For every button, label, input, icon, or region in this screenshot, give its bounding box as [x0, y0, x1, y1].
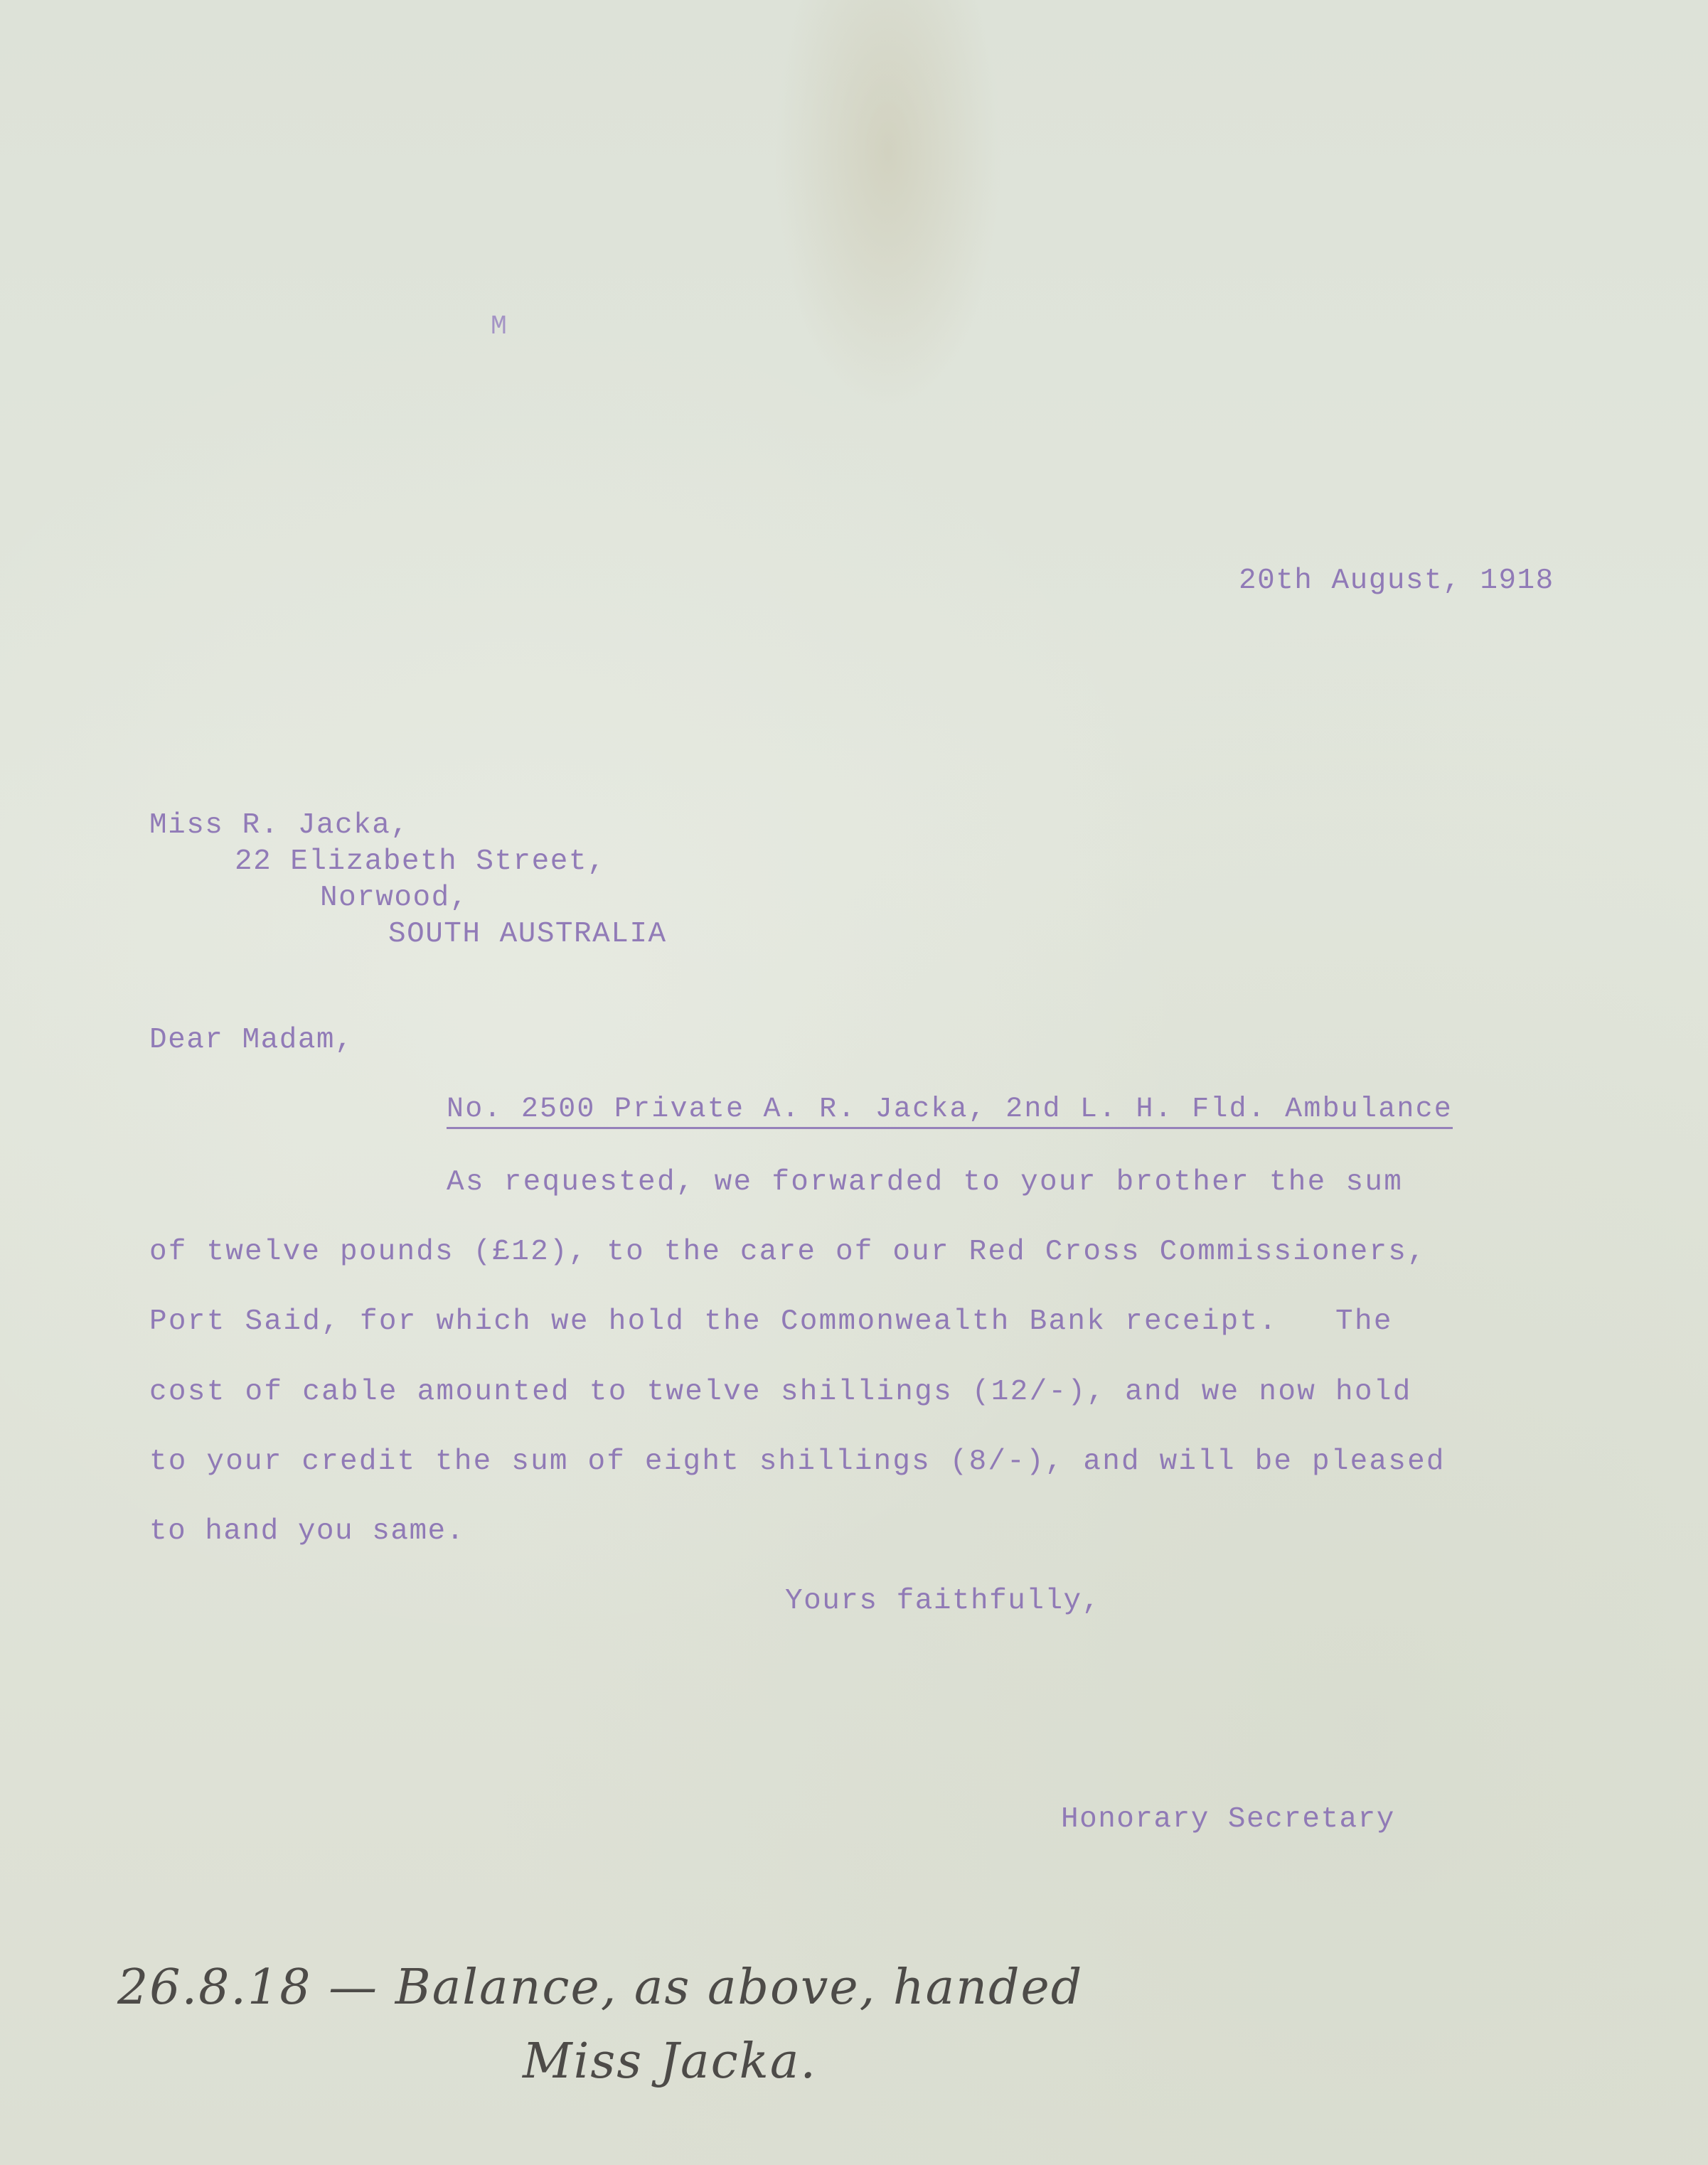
- recipient-suburb: Norwood,: [320, 882, 469, 914]
- body-line: Port Said, for which we hold the Commonwealth Bank receipt. The: [149, 1305, 1393, 1338]
- recipient-name: Miss R. Jacka,: [149, 809, 410, 842]
- signatory-title: Honorary Secretary: [1061, 1803, 1395, 1836]
- body-line: to your credit the sum of eight shillings (8/-), and will be pleased: [149, 1445, 1446, 1478]
- body-line: to hand you same.: [149, 1515, 465, 1548]
- body-line: cost of cable amounted to twelve shillings (12/-), and we now hold: [149, 1376, 1412, 1408]
- body-line: of twelve pounds (£12), to the care of our Red Cross Commissioners,: [149, 1236, 1426, 1268]
- body-line: As requested, we forwarded to your brother the sum: [447, 1166, 1404, 1199]
- salutation: Dear Madam,: [149, 1024, 354, 1057]
- handwritten-annotation-line-1: 26.8.18 — Balance, as above, handed: [117, 1960, 1084, 2016]
- handwritten-annotation-line-2: Miss Jacka.: [523, 2033, 818, 2090]
- recipient-street: 22 Elizabeth Street,: [235, 845, 607, 878]
- reference-mark: M: [491, 311, 508, 342]
- closing: Yours faithfully,: [785, 1585, 1101, 1618]
- recipient-state: SOUTH AUSTRALIA: [388, 918, 667, 951]
- letter-date: 20th August, 1918: [1239, 565, 1554, 597]
- subject-line: No. 2500 Private A. R. Jacka, 2nd L. H. Fld. Ambulance: [447, 1094, 1453, 1129]
